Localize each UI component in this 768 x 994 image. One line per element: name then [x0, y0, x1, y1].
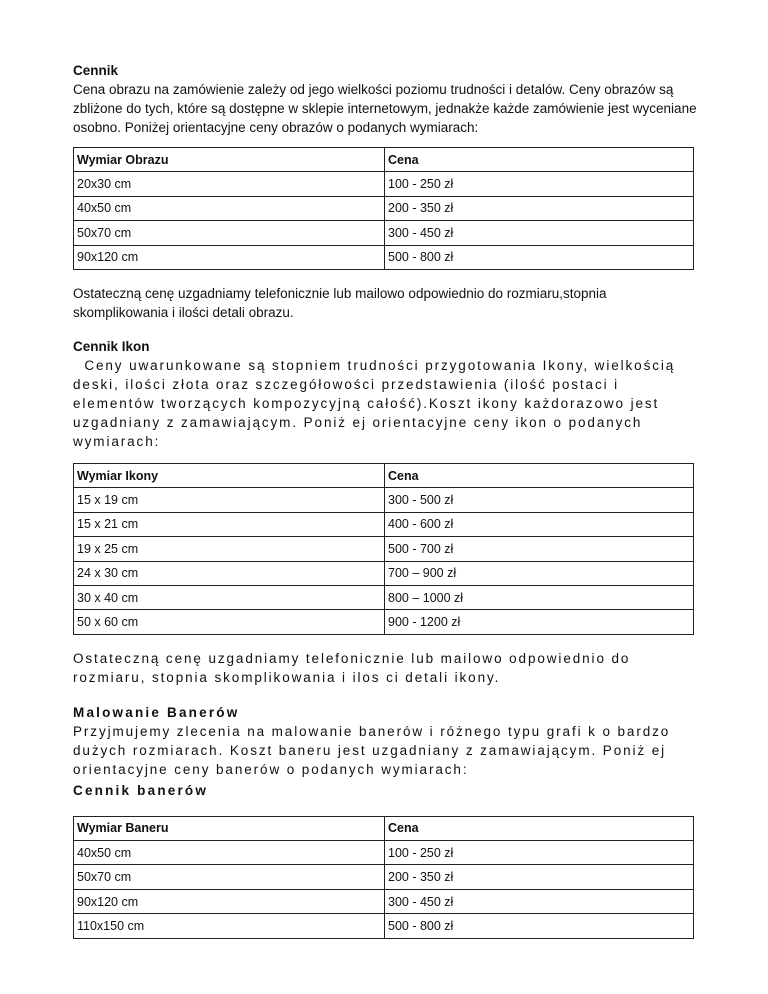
size-cell: 19 x 25 cm [74, 537, 385, 561]
price-cell: 800 – 1000 zł [385, 585, 694, 609]
price-cell: 100 - 250 zł [385, 172, 694, 196]
price-cell: 500 - 800 zł [385, 245, 694, 269]
table-row [74, 245, 694, 269]
section-note-ikony: Ostateczną cenę uzgadniamy telefonicznie lub mailowo odpowiednio do rozmiaru, stopnia skomplikowania i ilos ci detali ikony. [73, 650, 631, 685]
price-table-ikony [73, 463, 694, 635]
document-page [73, 62, 697, 939]
section-title-cennik: Cennik [73, 63, 119, 78]
column-header-price: Cena [385, 148, 694, 172]
table-row [74, 537, 694, 561]
size-cell: 15 x 21 cm [74, 512, 385, 536]
table-header-row [74, 148, 694, 172]
table-row [74, 561, 694, 585]
price-cell: 700 – 900 zł [385, 561, 694, 585]
price-cell: 500 - 800 zł [385, 914, 694, 938]
price-table-obrazy [73, 147, 694, 270]
size-cell: 50x70 cm [74, 221, 385, 245]
size-cell: 24 x 30 cm [74, 561, 385, 585]
table-row [74, 914, 694, 938]
price-cell: 200 - 350 zł [385, 196, 694, 220]
price-cell: 500 - 700 zł [385, 537, 694, 561]
column-header-size: Wymiar Ikony [74, 463, 385, 487]
price-cell: 900 - 1200 zł [385, 610, 694, 634]
section-intro-obrazy: Cena obrazu na zamówienie zależy od jego wielkości poziomu trudności i detalów. Ceny obrazów są zbliżone do tych, które są dostępne w sklepie internetowym, jednakże każde zamówienie jest wyceniane osobno. Poniżej orientacyjne ceny obrazów o podanych wymiarach: [73, 82, 697, 135]
price-table-banery [73, 816, 694, 939]
table-header-row [74, 463, 694, 487]
size-cell: 15 x 19 cm [74, 488, 385, 512]
price-cell: 300 - 500 zł [385, 488, 694, 512]
table-row [74, 221, 694, 245]
table-header-row [74, 816, 694, 840]
column-header-size: Wymiar Obrazu [74, 148, 385, 172]
size-cell: 40x50 cm [74, 196, 385, 220]
column-header-size: Wymiar Baneru [74, 816, 385, 840]
price-cell: 300 - 450 zł [385, 221, 694, 245]
section-intro-banery: Przyjmujemy zlecenia na malowanie banerów i różnego typu grafi k o bardzo dużych rozmiarach. Koszt baneru jest uzgadniany z zamawiającym. Poniż ej orientacyjne ceny banerów o podanych wymiarach: [73, 723, 671, 777]
size-cell: 90x120 cm [74, 245, 385, 269]
section-note-obrazy: Ostateczną cenę uzgadniamy telefonicznie lub mailowo odpowiednio do rozmiaru,stopnia skomplikowania i ilości detali obrazu. [73, 285, 607, 320]
size-cell: 40x50 cm [74, 841, 385, 865]
table-row [74, 488, 694, 512]
size-cell: 90x120 cm [74, 889, 385, 913]
table-row [74, 172, 694, 196]
section-title-cennik-ikon: Cennik Ikon [73, 338, 150, 354]
table-row [74, 512, 694, 536]
section-intro-ikony: Ceny uwarunkowane są stopniem trudności przygotowania Ikony, wielkością deski, ilości złota oraz szczegółowości przedstawienia (ilość postaci i elementów tworzących kompozycyjną całość).Koszt ikony każdorazowo jest uzgadniany z zamawiającym. Poniż ej orientacyjne ceny ikon o podanych wymiarach: [73, 357, 681, 449]
price-cell: 200 - 350 zł [385, 865, 694, 889]
size-cell: 50 x 60 cm [74, 610, 385, 634]
section-title-banery: Malowanie Banerów [73, 704, 240, 720]
column-header-price: Cena [385, 463, 694, 487]
table-row [74, 865, 694, 889]
table-row [74, 610, 694, 634]
size-cell: 30 x 40 cm [74, 585, 385, 609]
price-cell: 400 - 600 zł [385, 512, 694, 536]
table-row [74, 585, 694, 609]
size-cell: 20x30 cm [74, 172, 385, 196]
section-subtitle-cennik-banerow: Cennik banerów [73, 782, 209, 798]
price-cell: 300 - 450 zł [385, 889, 694, 913]
size-cell: 110x150 cm [74, 914, 385, 938]
price-cell: 100 - 250 zł [385, 841, 694, 865]
table-row [74, 841, 694, 865]
table-row [74, 889, 694, 913]
column-header-price: Cena [385, 816, 694, 840]
size-cell: 50x70 cm [74, 865, 385, 889]
table-row [74, 196, 694, 220]
